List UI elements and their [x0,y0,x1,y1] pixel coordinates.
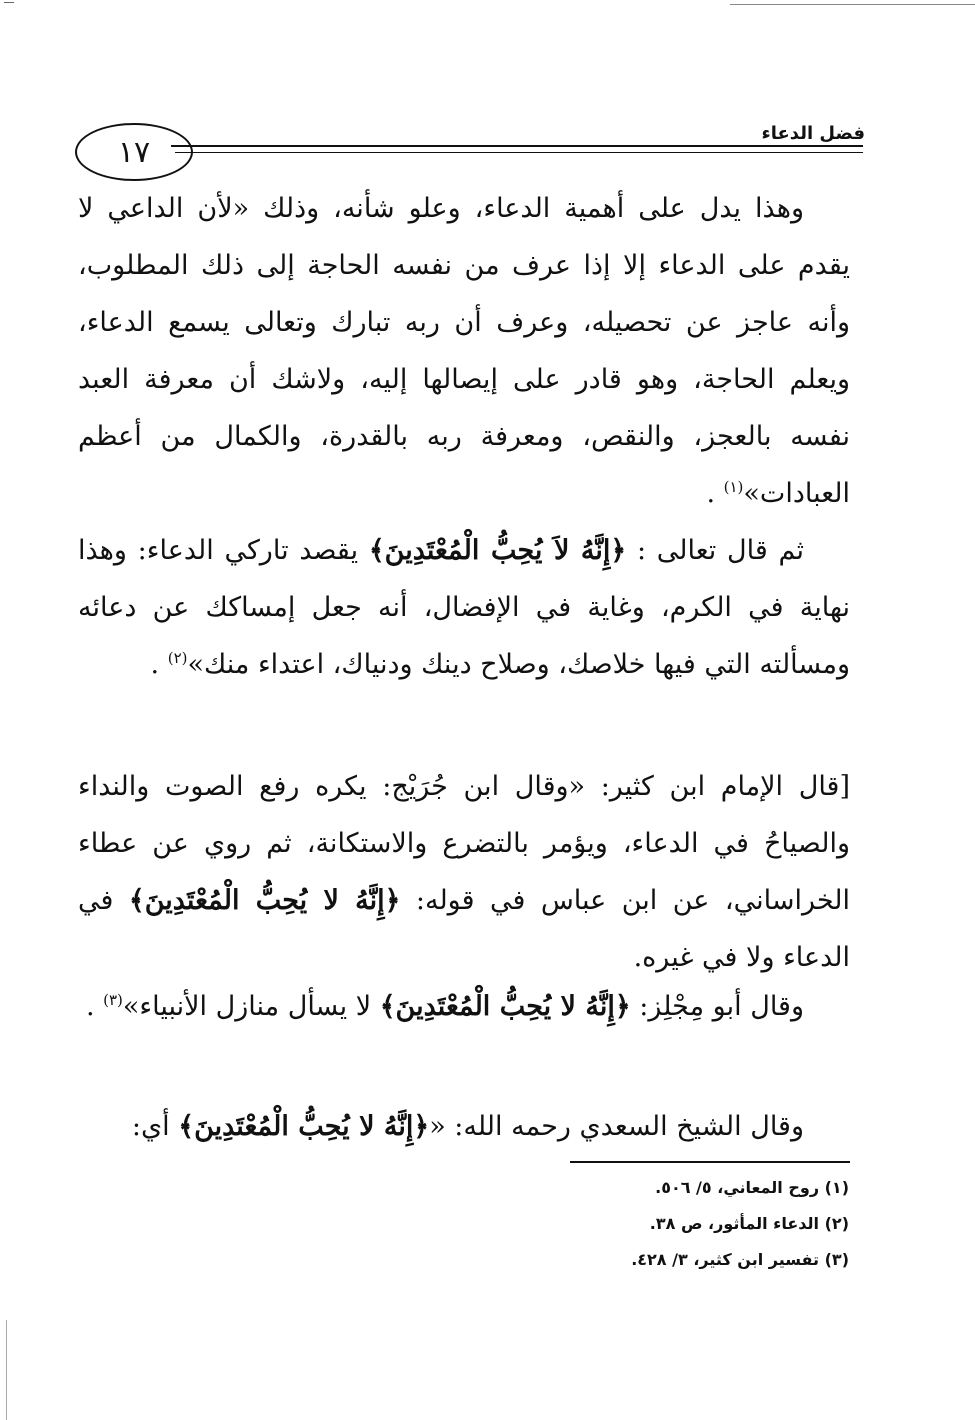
paragraph [78,1098,850,1155]
footnote: (٢) الدعاء المأثور، ص ٣٨. [649,1214,849,1233]
scan-artifact [4,2,14,11]
paragraph-end: . [706,478,716,509]
paragraph-text: [قال الإمام ابن كثير: «وقال ابن جُرَيْج: يكره رفع الصوت والنداء والصياحُ في الدعاء، ويؤمر بالتضرع والاستكانة، ثم روي عن عطاء الخراساني، عن ابن عباس في قوله: [78,771,851,916]
footnote: (١) روح المعاني، ٥/ ٥٠٦. [655,1178,849,1197]
paragraph-text: أي: [131,1111,179,1142]
header-rule [175,152,863,153]
quran-verse: ﴿إِنَّهُ لا يُحِبُّ الْمُعْتَدِينَ﴾ [178,1111,430,1142]
quran-verse: ﴿إِنَّهُ لاَ يُحِبُّ الْمُعْتَدِينَ﴾ [368,535,627,566]
paragraph-end: . [85,991,95,1022]
scan-artifact [6,1320,7,1420]
paragraph [78,758,850,986]
footnote-ref: (١) [723,478,744,496]
chapter-title: فضل الدعاء [761,123,865,144]
running-header [75,115,865,190]
quran-verse: ﴿إِنَّهُ لا يُحِبُّ الْمُعْتَدِينَ﴾ [128,885,401,916]
header-rule [171,145,863,147]
paragraph-end: . [150,649,160,680]
page-number: ١٧ [75,123,193,181]
footnote-separator [570,1161,850,1163]
footnote-ref: (٣) [103,991,123,1009]
paragraph [78,978,850,1035]
paragraph-text: يقصد تاركي الدعاء: وهذا نهاية في الكرم، وغاية في الإفضال، أنه جعل إمساكك عن دعائه ومسألته التي فيها خلاصك، وصلاح دينك ودنياك، اعتداء منك» [78,535,850,680]
quran-verse: ﴿إِنَّهُ لا يُحِبُّ الْمُعْتَدِينَ﴾ [379,991,631,1022]
paragraph-text: وقال الشيخ السعدي رحمه الله: « [429,1111,804,1142]
footnotes [349,1170,849,1278]
paragraph [78,522,850,693]
scan-artifact [730,4,975,5]
paragraph-text: ثم قال تعالى : [626,535,805,566]
paragraph-text: في الدعاء ولا في غيره. [78,885,850,973]
paragraph-text: وهذا يدل على أهمية الدعاء، وعلو شأنه، وذلك «لأن الداعي لا يقدم على الدعاء إلا إذا عرف من نفسه الحاجة إلى ذلك المطلوب، وأنه عاجز عن تحصيله، وعرف أن ربه تبارك وتعالى يسمع الدعاء، ويعلم الحاجة، وهو قادر على إيصالها إليه، ولاشك أن معرفة العبد نفسه بالعجز، والنقص، ومعرفة ربه بالقدرة، والكمال من أعظم العبادات» [78,193,850,509]
footnote-ref: (٢) [167,649,188,667]
paragraph [78,180,850,522]
paragraph-text: وقال أبو مِجْلِز: [630,991,804,1022]
paragraph-text: لا يسأل منازل الأنبياء» [122,991,380,1022]
footnote: (٣) تفسير ابن كثير، ٣/ ٤٢٨. [631,1250,849,1269]
